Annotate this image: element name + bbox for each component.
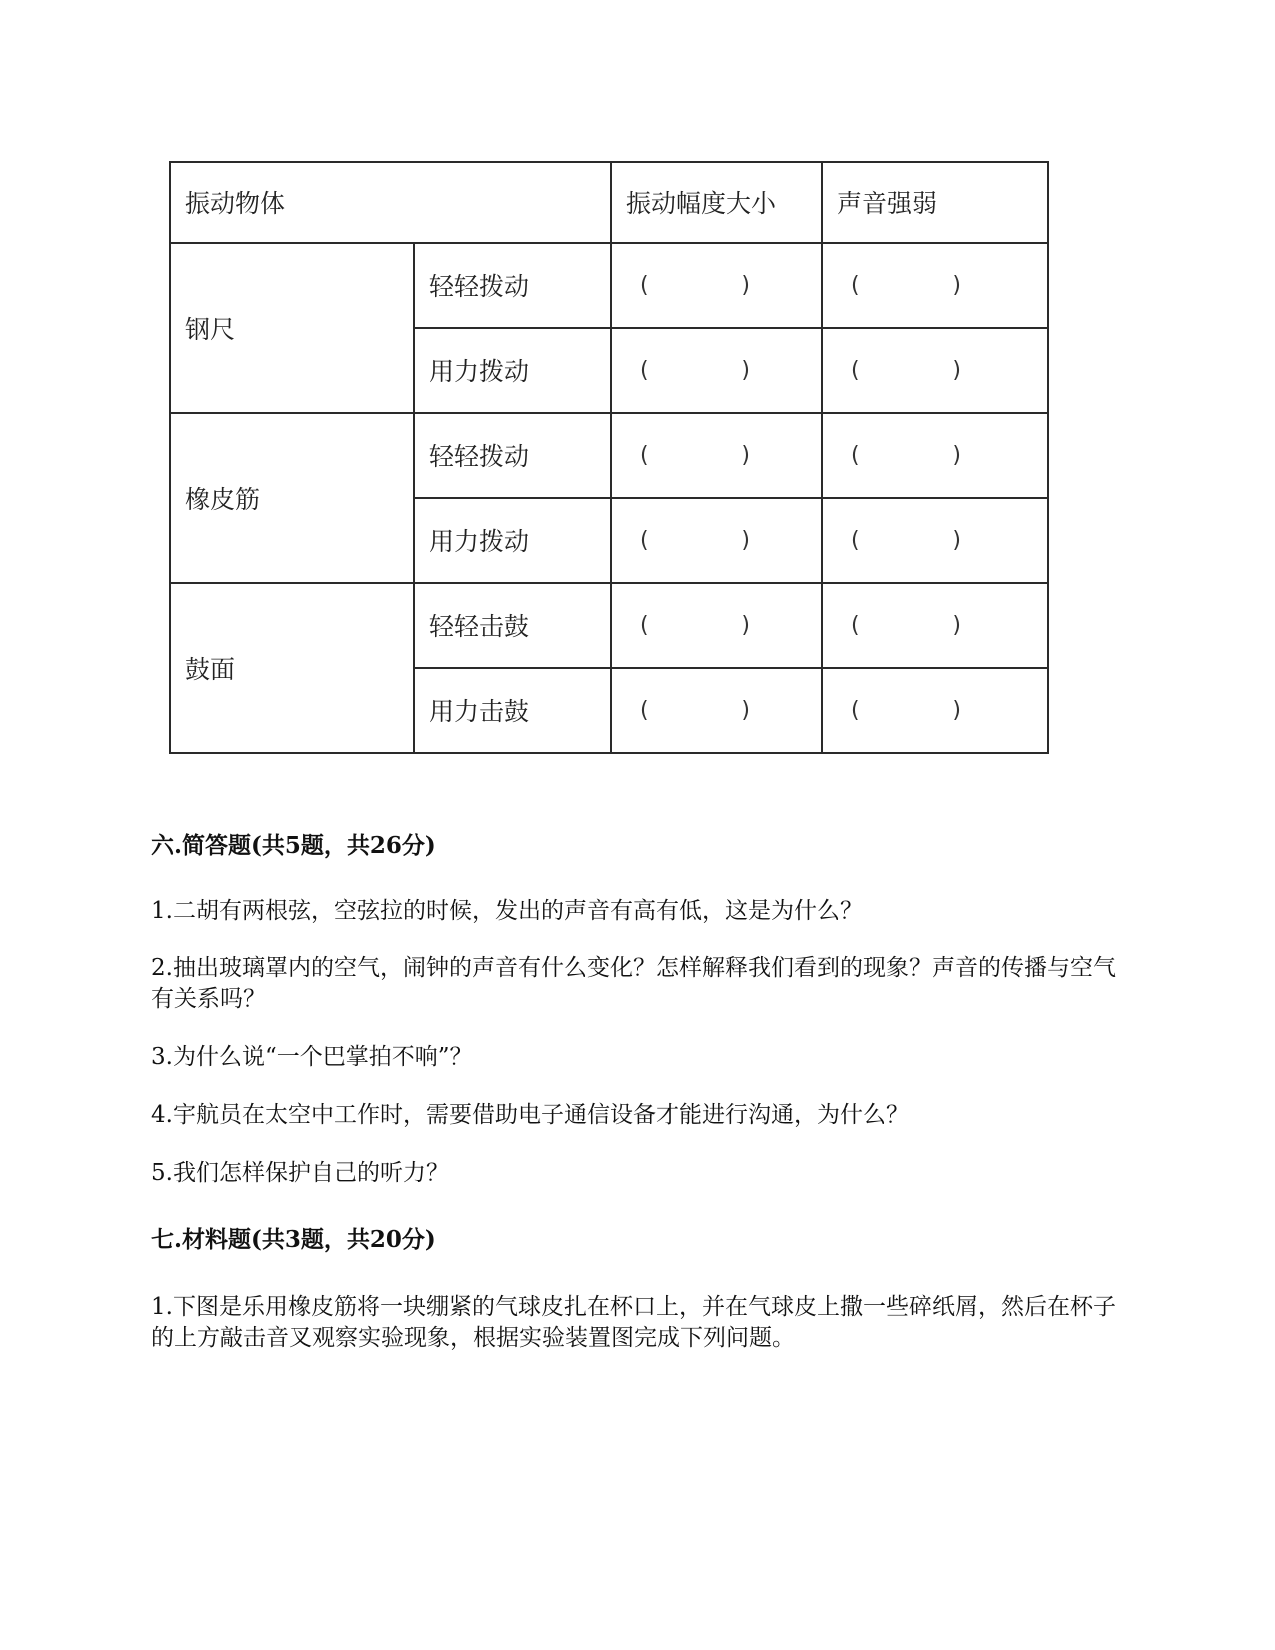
vibration-table	[169, 161, 1049, 754]
action-cell: 用力击鼓	[414, 668, 611, 753]
close-paren: )	[741, 357, 751, 383]
open-paren: (	[640, 612, 649, 638]
close-paren: )	[952, 612, 962, 638]
question-text: 1.下图是乐用橡皮筋将一块绷紧的气球皮扎在杯口上，并在气球皮上撒一些碎纸屑，然后在杯子的上方敲击音叉观察实验现象，根据实验装置图完成下列问题。	[151, 1294, 1116, 1351]
close-paren: )	[741, 527, 751, 553]
close-paren: )	[741, 272, 751, 298]
action-cell: 轻轻击鼓	[414, 583, 611, 668]
open-paren: (	[851, 442, 860, 468]
action-cell: 轻轻拨动	[414, 413, 611, 498]
close-paren: )	[952, 357, 962, 383]
answer-blank[interactable]	[822, 668, 1048, 753]
open-paren: (	[640, 357, 649, 383]
answer-blank[interactable]	[611, 583, 822, 668]
answer-blank[interactable]	[611, 328, 822, 413]
question-text: 2.抽出玻璃罩内的空气，闹钟的声音有什么变化？怎样解释我们看到的现象？声音的传播与空气有关系吗？	[151, 955, 1116, 1012]
table-header-row	[170, 162, 1048, 243]
action-cell: 用力拨动	[414, 498, 611, 583]
close-paren: )	[741, 612, 751, 638]
answer-blank[interactable]	[822, 498, 1048, 583]
answer-blank[interactable]	[611, 668, 822, 753]
section-6-title: 六.简答题(共5题，共26分)	[151, 832, 436, 859]
close-paren: )	[741, 697, 751, 723]
header-loudness: 声音强弱	[822, 162, 1048, 243]
answer-blank[interactable]	[822, 328, 1048, 413]
answer-blank[interactable]	[611, 413, 822, 498]
answer-blank[interactable]	[611, 498, 822, 583]
answer-blank[interactable]	[822, 413, 1048, 498]
question-text: 1.二胡有两根弦，空弦拉的时候，发出的声音有高有低，这是为什么？	[151, 898, 863, 924]
close-paren: )	[952, 527, 962, 553]
open-paren: (	[851, 697, 860, 723]
question-text: 4.宇航员在太空中工作时，需要借助电子通信设备才能进行沟通，为什么？	[151, 1102, 909, 1128]
open-paren: (	[640, 442, 649, 468]
close-paren: )	[952, 697, 962, 723]
open-paren: (	[851, 527, 860, 553]
open-paren: (	[640, 272, 649, 298]
action-cell: 用力拨动	[414, 328, 611, 413]
question-text: 3.为什么说“一个巴掌拍不响”？	[151, 1044, 473, 1070]
table-row	[170, 243, 1048, 328]
answer-blank[interactable]	[822, 243, 1048, 328]
open-paren: (	[851, 272, 860, 298]
table-row	[170, 583, 1048, 668]
table-row	[170, 413, 1048, 498]
section-7-title: 七.材料题(共3题，共20分)	[151, 1226, 436, 1253]
close-paren: )	[952, 272, 962, 298]
answer-blank[interactable]	[822, 583, 1048, 668]
header-amplitude: 振动幅度大小	[611, 162, 822, 243]
object-cell: 橡皮筋	[170, 413, 414, 583]
open-paren: (	[640, 527, 649, 553]
object-cell: 鼓面	[170, 583, 414, 753]
close-paren: )	[741, 442, 751, 468]
open-paren: (	[851, 357, 860, 383]
open-paren: (	[640, 697, 649, 723]
question-text: 5.我们怎样保护自己的听力？	[151, 1160, 449, 1186]
close-paren: )	[952, 442, 962, 468]
answer-blank[interactable]	[611, 243, 822, 328]
header-object: 振动物体	[170, 162, 611, 243]
action-cell: 轻轻拨动	[414, 243, 611, 328]
object-cell: 钢尺	[170, 243, 414, 413]
open-paren: (	[851, 612, 860, 638]
